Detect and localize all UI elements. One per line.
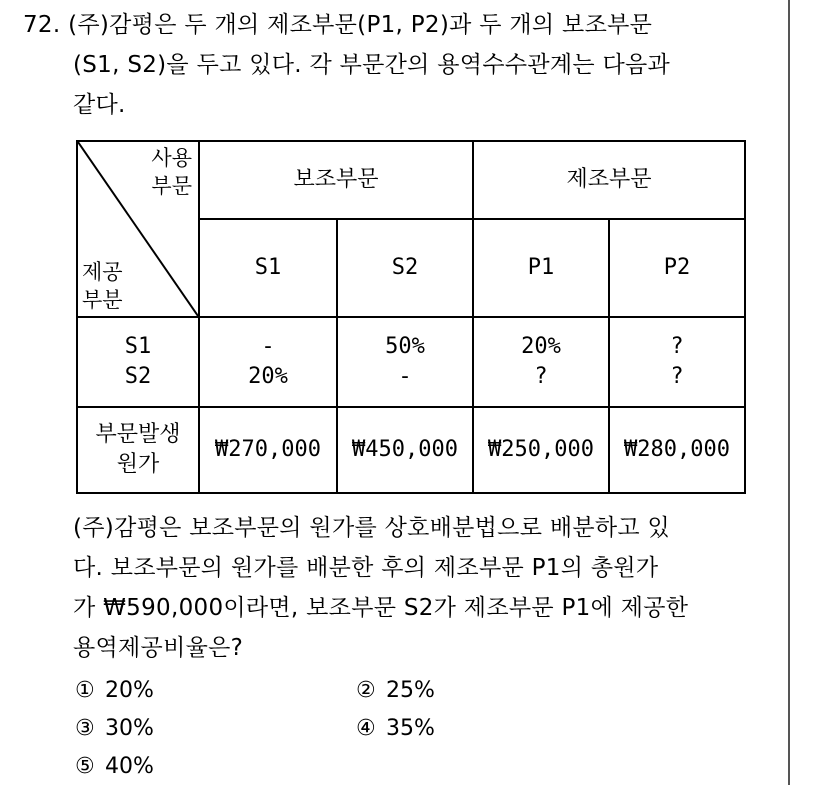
value-s2-p1: ? <box>534 364 548 389</box>
option-5[interactable] <box>75 753 154 781</box>
cost-p2: ₩280,000 <box>609 407 745 493</box>
option-1-number: ① <box>75 678 95 703</box>
table-corner-header <box>77 141 199 317</box>
row-labels-cell <box>77 317 199 407</box>
option-3-number: ③ <box>75 716 95 741</box>
value-s2-s2: - <box>398 364 412 389</box>
right-margin-rule <box>788 0 790 785</box>
corner-use-line-1: 사용 <box>151 146 192 170</box>
question-line-1: 72. (주)감평은 두 개의 제조부문(P1, P2)과 두 개의 보조부문 <box>23 12 653 38</box>
paragraph-line-2: 다. 보조부문의 원가를 배분한 후의 제조부문 P1의 총원가 <box>73 555 659 581</box>
option-4-number: ④ <box>356 716 376 741</box>
option-3[interactable] <box>75 715 154 743</box>
cost-p1: ₩250,000 <box>473 407 609 493</box>
option-1-text: 20% <box>105 678 154 703</box>
value-s1-p2: ? <box>670 334 684 359</box>
sub-header-p1: P1 <box>473 219 609 317</box>
sub-header-s2: S2 <box>337 219 473 317</box>
value-s1-s2: 50% <box>385 334 425 359</box>
cost-label-line-2: 원가 <box>116 452 160 477</box>
option-5-number: ⑤ <box>75 754 95 779</box>
question-line-3: 같다. <box>73 92 126 118</box>
value-s1-p1: 20% <box>521 334 561 359</box>
group-header-support: 보조부문 <box>199 141 473 219</box>
service-relationship-table <box>76 140 746 494</box>
option-4[interactable] <box>356 715 435 743</box>
value-s1-s1: - <box>261 334 275 359</box>
cell-col-s2 <box>337 317 473 407</box>
paragraph-line-4: 용역제공비율은? <box>73 635 244 661</box>
row-label-s2: S2 <box>124 364 152 389</box>
option-3-text: 30% <box>105 716 154 741</box>
paragraph-line-3: 가 ₩590,000이라면, 보조부문 S2가 제조부문 P1에 제공한 <box>73 595 689 621</box>
option-1[interactable] <box>75 677 154 705</box>
option-2[interactable] <box>356 677 435 705</box>
group-header-manufacturing: 제조부문 <box>473 141 745 219</box>
cost-label-line-1: 부문발생 <box>95 422 181 447</box>
cell-col-p1 <box>473 317 609 407</box>
sub-header-s1: S1 <box>199 219 337 317</box>
option-2-number: ② <box>356 678 376 703</box>
corner-use-label <box>151 144 192 200</box>
value-s2-p2: ? <box>670 364 684 389</box>
corner-provide-line-1: 제공 <box>82 260 123 284</box>
cost-label-cell <box>77 407 199 493</box>
option-5-text: 40% <box>105 754 154 779</box>
option-2-text: 25% <box>386 678 435 703</box>
option-4-text: 35% <box>386 716 435 741</box>
cost-s1: ₩270,000 <box>199 407 337 493</box>
value-s2-s1: 20% <box>248 364 288 389</box>
corner-provide-line-2: 부분 <box>82 288 123 312</box>
question-line-2: (S1, S2)을 두고 있다. 각 부문간의 용역수수관계는 다음과 <box>73 52 671 78</box>
corner-use-line-2: 부문 <box>151 174 192 198</box>
row-label-s1: S1 <box>124 334 152 359</box>
corner-provide-label <box>82 258 123 314</box>
cell-col-p2 <box>609 317 745 407</box>
paragraph-line-1: (주)감평은 보조부문의 원가를 상호배분법으로 배분하고 있 <box>73 515 671 541</box>
cost-s2: ₩450,000 <box>337 407 473 493</box>
cell-col-s1 <box>199 317 337 407</box>
sub-header-p2: P2 <box>609 219 745 317</box>
